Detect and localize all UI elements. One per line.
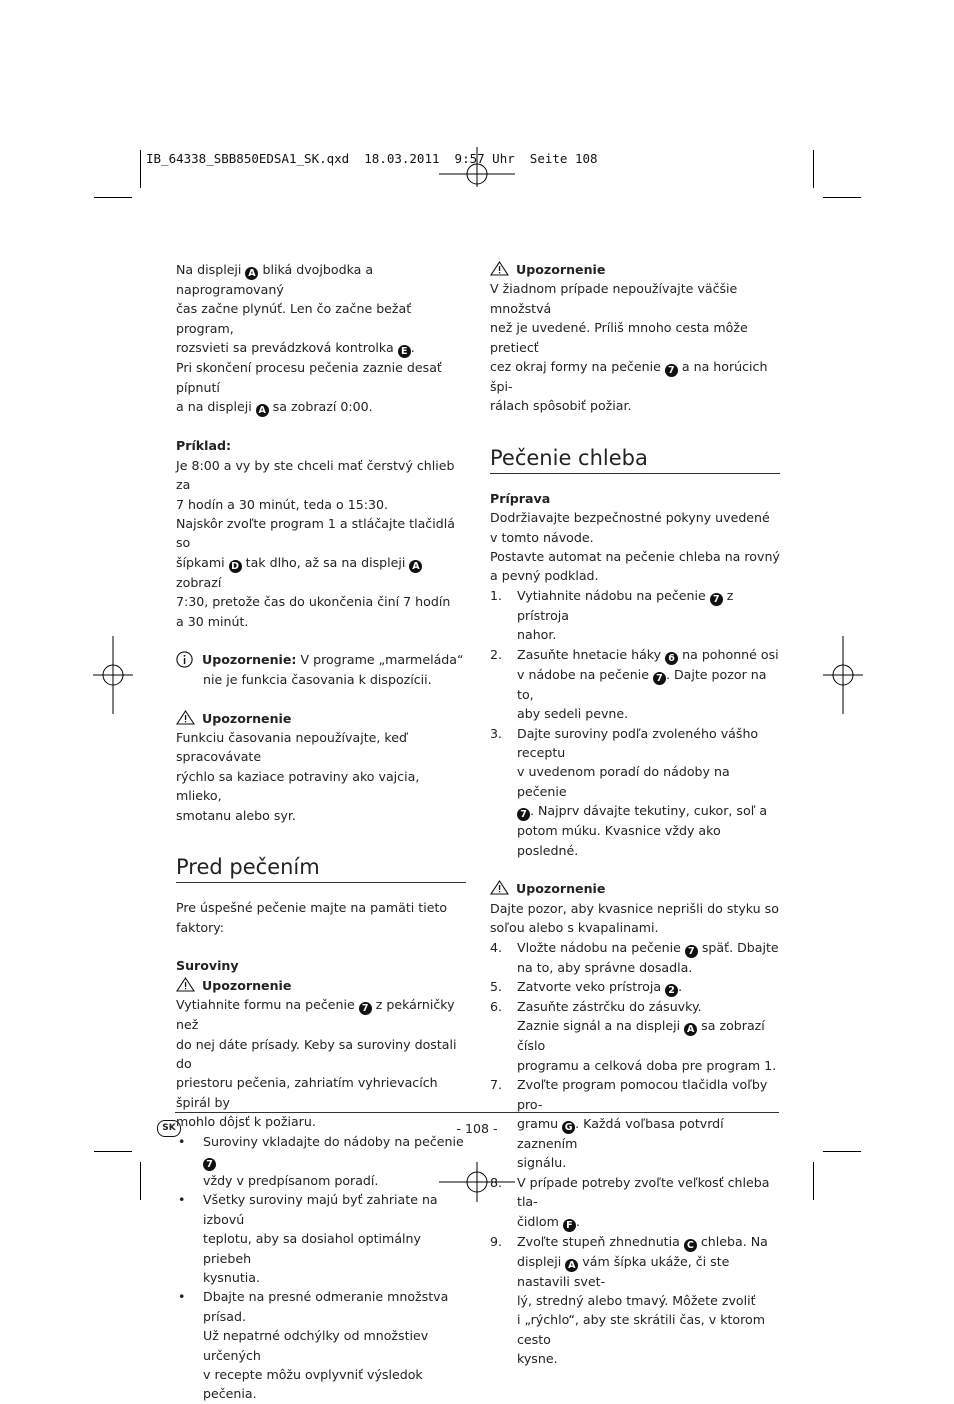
info-icon bbox=[176, 651, 193, 668]
paragraph-line: rýchlo sa kaziace potraviny ako vajcia, mlieko, bbox=[176, 768, 420, 804]
warning-heading: Upozornenie bbox=[490, 879, 780, 898]
warning-icon bbox=[490, 880, 509, 895]
list-item: • Dbajte na presné odmeranie množstva prísad. Už nepatrné odchýlky od množstiev určených v recepte môžu ovplyvniť výsledok pečenia. bbox=[178, 1289, 449, 1402]
paragraph-line: soľou alebo s kvapalinami. bbox=[490, 920, 659, 936]
paragraph-line: rálach spôsobiť požiar. bbox=[490, 398, 632, 414]
paragraph-line: Je 8:00 a vy by ste chceli mať čerstvý chlieb za bbox=[176, 457, 455, 493]
program-button-ref-icon: G bbox=[562, 1121, 575, 1134]
warning-heading: Upozornenie bbox=[176, 709, 466, 728]
baking-pan-ref-icon: 7 bbox=[685, 945, 698, 958]
paragraph-line: do nej dáte prísady. Keby sa suroviny dostali do bbox=[176, 1036, 457, 1071]
section-title: Pred pečením bbox=[176, 854, 466, 883]
baking-pan-ref-icon: 7 bbox=[203, 1158, 216, 1171]
step-item: 7. Zvoľte program pomocou tlačidla voľby pro- gramu G . Každá voľbasa potvrdí zaznením signálu. bbox=[490, 1077, 768, 1171]
baking-pan-ref-icon: 7 bbox=[710, 593, 723, 606]
baking-pan-ref-icon: 7 bbox=[517, 808, 530, 821]
paragraph-line: Najskôr zvoľte program 1 a stláčajte tlačidlá so bbox=[176, 516, 455, 551]
paragraph: šípkami D tak dlho, až sa na displeji A zobrazí bbox=[176, 553, 466, 592]
left-column bbox=[176, 260, 466, 1404]
display-ref-icon: A bbox=[684, 1023, 697, 1036]
baking-pan-ref-icon: 7 bbox=[653, 672, 666, 685]
paragraph-line: smotanu alebo syr. bbox=[176, 807, 296, 823]
baking-pan-ref-icon: 7 bbox=[359, 1002, 372, 1015]
paragraph: rozsvieti sa prevádzková kontrolka E . bbox=[176, 340, 415, 358]
display-ref-icon: A bbox=[245, 267, 258, 280]
paragraph-line: čas začne plynúť. Len čo začne bežať program, bbox=[176, 301, 412, 336]
kneading-hook-ref-icon: 6 bbox=[665, 652, 678, 665]
step-item: 9. Zvoľte stupeň zhnednutia C chleba. Na displeji A vám šípka ukáže, či ste nastavili svet- lý, stredný alebo tmavý. Môžete zvoliť i „rýchlo“, aby ste skrátili čas, v ktorom cesto kysne. bbox=[490, 1233, 768, 1367]
warning-icon bbox=[176, 977, 195, 992]
paragraph-line: Pre úspešné pečenie majte na pamäti tieto faktory: bbox=[176, 900, 448, 935]
paragraph: Na displeji A bliká dvojbodka a naprogramovaný bbox=[176, 262, 374, 297]
baking-pan-ref-icon: 7 bbox=[665, 364, 678, 377]
warning-icon bbox=[176, 710, 195, 725]
step-item: 2. Zasuňte hnetacie háky 6 na pohonné osi v nádobe na pečenie 7 . Dajte pozor na to, aby sedeli pevne. bbox=[490, 646, 779, 722]
paragraph-line: V žiadnom prípade nepoužívajte väčšie množstvá bbox=[490, 281, 738, 316]
example-heading: Príklad: bbox=[176, 438, 231, 454]
paragraph-line: a pevný podklad. bbox=[490, 568, 599, 584]
paragraph-line: a 30 minút. bbox=[176, 613, 249, 629]
paragraph: a na displeji A sa zobrazí 0:00. bbox=[176, 399, 373, 417]
paragraph-line: Pri skončení procesu pečenia zaznie desať pípnutí bbox=[176, 360, 442, 395]
info-note: Upozornenie: V programe „marmeláda“ bbox=[176, 650, 466, 669]
browning-button-ref-icon: C bbox=[684, 1239, 697, 1252]
step-item: 1. Vytiahnite nádobu na pečenie 7 z prístroja nahor. bbox=[490, 587, 734, 643]
file-header: IB_64338_SBB850EDSA1_SK.qxd 18.03.2011 9:57 Uhr Seite 108 bbox=[146, 151, 598, 166]
display-ref-icon: A bbox=[256, 404, 269, 417]
paragraph-line: Funkciu časovania nepoužívajte, keď spracovávate bbox=[176, 730, 407, 765]
footer-rule bbox=[175, 1112, 779, 1113]
step-item: 5. Zatvorte veko prístroja 2 . bbox=[490, 978, 683, 996]
step-item: 3. Dajte suroviny podľa zvoleného vášho receptu v uvedenom poradí do nádoby na pečenie 7 . Najprv dávajte tekutiny, cukor, soľ a potom múku. Kvasnice vždy ako posledné. bbox=[490, 725, 768, 858]
lid-ref-icon: 2 bbox=[665, 984, 678, 997]
registration-mark-right bbox=[823, 636, 863, 714]
paragraph-line: než je uvedené. Príliš mnoho cesta môže pretiecť bbox=[490, 320, 748, 355]
right-column bbox=[490, 260, 780, 1369]
prep-heading: Príprava bbox=[490, 490, 551, 506]
paragraph-line: v tomto návode. bbox=[490, 529, 594, 545]
warning-heading: Upozornenie bbox=[176, 976, 466, 995]
paragraph-line: 7 hodín a 30 minút, teda o 15:30. bbox=[176, 496, 389, 512]
language-badge: SK bbox=[157, 1120, 181, 1137]
size-button-ref-icon: F bbox=[563, 1219, 576, 1232]
step-item: 8. V prípade potreby zvoľte veľkosť chleba tla- čidlom F . bbox=[490, 1174, 770, 1231]
step-item: 6. Zasuňte zástrčku do zásuvky. Zaznie signál a na displeji A sa zobrazí číslo programu a celková doba pre program 1. bbox=[490, 998, 777, 1073]
page-number: - 108 - bbox=[456, 1121, 498, 1136]
registration-mark-left bbox=[93, 636, 133, 714]
section-title: Pečenie chleba bbox=[490, 445, 780, 474]
paragraph-line: priestoru pečenia, zahriatím vyhrievacích špirál by bbox=[176, 1075, 438, 1110]
paragraph: cez okraj formy na pečenie 7 a na horúcich špi- bbox=[490, 359, 768, 395]
list-item: • Suroviny vkladajte do nádoby na pečenie 7 vždy v predpísanom poradí. bbox=[178, 1133, 464, 1188]
paragraph-line: Dodržiavajte bezpečnostné pokyny uvedené bbox=[490, 510, 770, 526]
paragraph: Vytiahnite formu na pečenie 7 z pekárničky než bbox=[176, 997, 455, 1033]
display-ref-icon: A bbox=[409, 560, 422, 573]
paragraph-line: Postavte automat na pečenie chleba na rovný bbox=[490, 549, 780, 565]
warning-icon bbox=[490, 261, 509, 276]
paragraph-line: mohlo dôjsť k požiaru. bbox=[176, 1114, 316, 1130]
display-ref-icon: A bbox=[565, 1259, 578, 1272]
indicator-ref-icon: E bbox=[398, 345, 411, 358]
paragraph-line: Dajte pozor, aby kvasnice neprišli do styku so bbox=[490, 900, 779, 916]
warning-heading: Upozornenie bbox=[490, 260, 780, 279]
step-item: 4. Vložte nádobu na pečenie 7 späť. Dbajte na to, aby správne dosadla. bbox=[490, 939, 779, 975]
list-item: • Všetky suroviny majú byť zahriate na izbovú teplotu, aby sa dosiahol optimálny priebeh kysnutia. bbox=[178, 1192, 438, 1285]
arrow-keys-ref-icon: D bbox=[229, 560, 242, 573]
paragraph-line: nie je funkcia časovania k dispozícii. bbox=[203, 671, 432, 687]
paragraph-line: 7:30, pretože čas do ukončenia činí 7 hodín bbox=[176, 594, 451, 610]
ingredients-heading: Suroviny bbox=[176, 958, 239, 974]
